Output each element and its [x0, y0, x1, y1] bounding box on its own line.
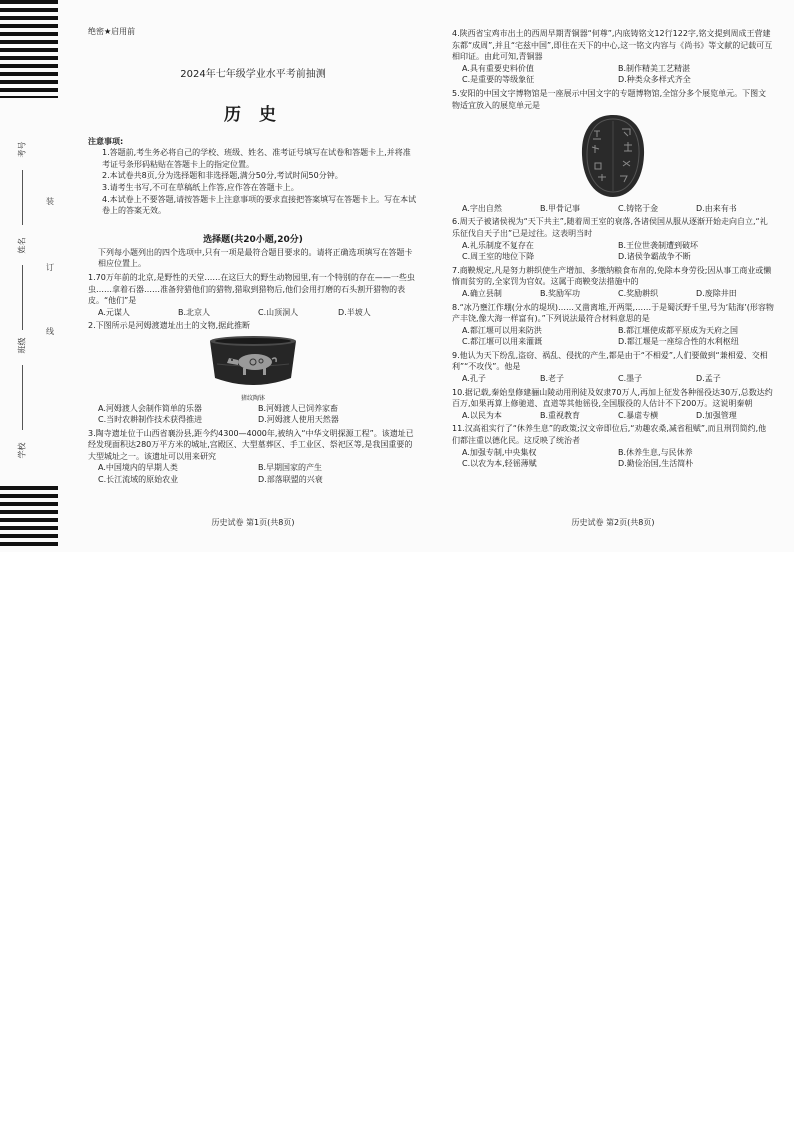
- binding-stripes-bottom: [0, 486, 58, 546]
- exam-page-2: [452, 26, 774, 470]
- seal-char: 装: [46, 197, 54, 206]
- question-2: [88, 320, 418, 425]
- options: [88, 307, 418, 319]
- seal-char: 订: [46, 263, 54, 272]
- question-stem: 8.“冰乃壅江作堋(分水的堤坝)……又凿离堆,开两渠,……于是蜀沃野千里,号为‘陆海’(形容物产丰饶,像大海一样富有)。”下列说法最符合材料意思的是: [452, 302, 774, 324]
- option-d: D.部落联盟的兴衰: [258, 475, 323, 485]
- scanned-exam-sheet: [0, 0, 794, 552]
- notes-list: [88, 147, 418, 217]
- options: [88, 403, 418, 426]
- option-d: D.诸侯争霸战争不断: [618, 252, 691, 262]
- oracle-bone-figure: [452, 113, 774, 203]
- options: [452, 63, 774, 86]
- option-d: D.都江堰是一座综合性的水利枢纽: [618, 337, 739, 347]
- option-b: B.制作精美工艺精湛: [618, 63, 691, 73]
- option-b: B.休养生息,与民休养: [618, 447, 693, 457]
- seal-char: 线: [46, 327, 54, 336]
- option-d: D.河姆渡人使用天然器: [258, 415, 339, 425]
- option-d: D.种类众多样式齐全: [618, 75, 691, 85]
- fill-in-line: [22, 170, 23, 225]
- oracle-bone-image: [578, 113, 648, 199]
- section-instructions: 下列每小题列出的四个选项中,只有一项是最符合题目要求的。请将正确选项填写在答题卡相应位置上。: [98, 247, 413, 269]
- note-item: 1.答题前,考生务必将自己的学校、班级、姓名、准考证号填写在试卷和答题卡上,并将准考证号条形码粘贴在答题卡上的指定位置。: [102, 148, 411, 169]
- note-item: 3.请考生书写,不可在草稿纸上作答,应作答在答题卡上。: [102, 182, 299, 192]
- options: [452, 325, 774, 348]
- exam-page-1: [88, 26, 418, 486]
- page-1-footer: 历史试卷 第1页(共8页): [211, 518, 295, 527]
- question-stem: 9.他认为天下纷乱,盗窃、祸乱、侵扰的产生,都是由于“不相爱”,人们要做到“兼相爱、交相利”“不攻伐”。他是: [452, 350, 768, 372]
- option-c: C.铸铭于金: [618, 203, 659, 213]
- pottery-bowl-image: [207, 334, 299, 390]
- option-b: B.甲骨记事: [540, 203, 581, 213]
- question-1: [88, 272, 418, 318]
- option-c: C.墨子: [618, 374, 643, 384]
- question-stem: 5.安阳的中国文字博物馆是一座展示中国文字的专题博物馆,全馆分多个展览单元。下图文物适宜放入的展览单元是: [452, 88, 767, 110]
- question-stem: 2.下图所示是河姆渡遗址出土的文物,据此推断: [88, 321, 251, 331]
- note-item: 4.本试卷上不要答题,请按答题卡上注意事项的要求直接把答案填写在答题卡上。写在本试卷上的答案无效。: [102, 194, 417, 216]
- options: [452, 240, 774, 263]
- option-b: B.奖励军功: [540, 288, 581, 298]
- option-c: C.当时农耕制作技术获得推进: [98, 415, 203, 425]
- pig-pattern-pottery-figure: [88, 334, 418, 394]
- school-label: 学校: [17, 442, 27, 459]
- question-4: [452, 28, 774, 86]
- option-a: A.加强专制,中央集权: [462, 447, 537, 457]
- option-c: C.是重要的等级象征: [462, 75, 535, 85]
- binding-stripes-top: [0, 0, 58, 98]
- option-a: A.河姆渡人会制作简单的乐器: [98, 403, 202, 413]
- question-10: [452, 387, 774, 422]
- option-d: D.加强管理: [696, 410, 737, 420]
- name-label: 姓名: [17, 237, 27, 254]
- page-2-footer: 历史试卷 第2页(共8页): [571, 518, 655, 527]
- options: [452, 373, 774, 385]
- option-c: C.暴虐专横: [618, 410, 659, 420]
- option-b: B.北京人: [178, 307, 211, 317]
- question-stem: 6.周天子被诸侯视为“天下共主”,随着周王室的衰落,各诸侯国从服从逐渐开始走向自立,“礼乐征伐自天子出”已是过往。这表明当时: [452, 217, 768, 238]
- option-b: B.重视教育: [540, 410, 581, 420]
- question-stem: 4.陕西省宝鸡市出土的西周早期青铜器“何尊”,内底铸铭文12行122字,铭文提到周成王营建东都“成周”,并且“宅兹中国”,即住在天下的中心,这一铭文内容与《尚书》等文献的记载可互相印证。由此可知,青铜器: [452, 29, 773, 62]
- question-5: [452, 88, 774, 214]
- question-stem: 11.汉高祖实行了“休养生息”的政策;汉文帝即位后,“劝趣农桑,减省租赋”,而且刑罚简约,他们都注重以德化民。这反映了统治者: [452, 424, 767, 446]
- options: [452, 203, 774, 215]
- fill-in-line: [22, 365, 23, 430]
- class-label: 班级: [17, 337, 27, 354]
- option-d: D.由来有书: [696, 203, 737, 213]
- question-8: [452, 302, 774, 348]
- option-c: C.都江堰可以用来灌溉: [462, 337, 543, 347]
- options: [88, 462, 418, 485]
- options: [452, 288, 774, 300]
- note-item: 2.本试卷共8页,分为选择题和非选择题,满分50分,考试时间50分钟。: [102, 171, 343, 181]
- question-stem: 7.商鞅规定,凡是努力耕织使生产增加、多缴纳粮食布帛的,免除本身劳役;因从事工商业或懒惰而贫穷的,全家罚为官奴。这属于商鞅变法措施中的: [452, 265, 772, 287]
- option-a: A.都江堰可以用来防洪: [462, 325, 542, 335]
- options: [452, 410, 774, 422]
- option-c: C.周王室的地位下降: [462, 252, 535, 262]
- question-stem: 3.陶寺遗址位于山西省襄汾县,距今约4300—4000年,被纳入“中华文明探源工程”。该遗址已经发现面积达280万平方米的城址,宫殿区、大型墓葬区、手工业区、祭祀区等,是我国重要的大型城址之一。该遗址可以用来研究: [88, 428, 414, 461]
- question-3: [88, 428, 418, 486]
- confidential-mark: 绝密★启用前: [88, 27, 136, 36]
- option-a: A.孔子: [462, 374, 486, 384]
- option-c: C.长江流域的原始农业: [98, 475, 179, 485]
- option-a: A.中国境内的早期人类: [98, 463, 178, 473]
- question-7: [452, 265, 774, 300]
- option-c: C.山顶洞人: [258, 307, 299, 317]
- exam-number-label: 考号: [17, 141, 27, 158]
- option-d: D.废除井田: [696, 288, 737, 298]
- question-stem: 1.70万年前的北京,是野性的天堂……在这巨大的野生动物园里,有一个特别的存在——一些虫虫……拿着石器……准备狩猎他们的猎物,猎取到猎物后,他们会用打磨的石头割开猎物的表皮。“他们”是: [88, 272, 415, 306]
- option-a: A.具有重要史料价值: [462, 63, 534, 73]
- question-6: [452, 216, 774, 262]
- exam-title: 2024年七年级学业水平考前抽测: [180, 68, 326, 80]
- options: [452, 447, 774, 470]
- option-b: B.早期国家的产生: [258, 463, 323, 473]
- option-d: D.勤俭治国,生活简朴: [618, 459, 694, 469]
- question-9: [452, 350, 774, 385]
- option-d: D.半坡人: [338, 307, 371, 317]
- option-b: B.老子: [540, 374, 565, 384]
- option-b: B.都江堰使成都平原成为天府之国: [618, 325, 739, 335]
- option-a: A.礼乐制度不复存在: [462, 240, 534, 250]
- option-b: B.河姆渡人已饲养家畜: [258, 403, 339, 413]
- question-11: [452, 423, 774, 469]
- figure-caption: 猪纹陶钵: [240, 394, 265, 402]
- notes-heading: 注意事项:: [88, 136, 124, 146]
- option-c: C.奖励耕织: [618, 288, 659, 298]
- option-d: D.孟子: [696, 374, 721, 384]
- option-a: A.元谋人: [98, 307, 130, 317]
- section-heading: 选择题(共20小题,20分): [203, 234, 303, 245]
- question-stem: 10.据记载,秦始皇修建骊山陵动用刑徒及奴隶70万人,再加上征发各种徭役达30万,总数达约百万,如果再算上修驰道、直道等其他徭役,全国服役的人估计不下200万。这说明秦朝: [452, 387, 773, 409]
- option-b: B.王位世袭制遭到破坏: [618, 240, 699, 250]
- option-c: C.以农为本,轻徭薄赋: [462, 459, 537, 469]
- option-a: A.确立县制: [462, 288, 502, 298]
- subject-title: 历 史: [224, 104, 282, 125]
- option-a: A.以民为本: [462, 410, 502, 420]
- fill-in-line: [22, 265, 23, 330]
- option-a: A.字出自然: [462, 203, 502, 213]
